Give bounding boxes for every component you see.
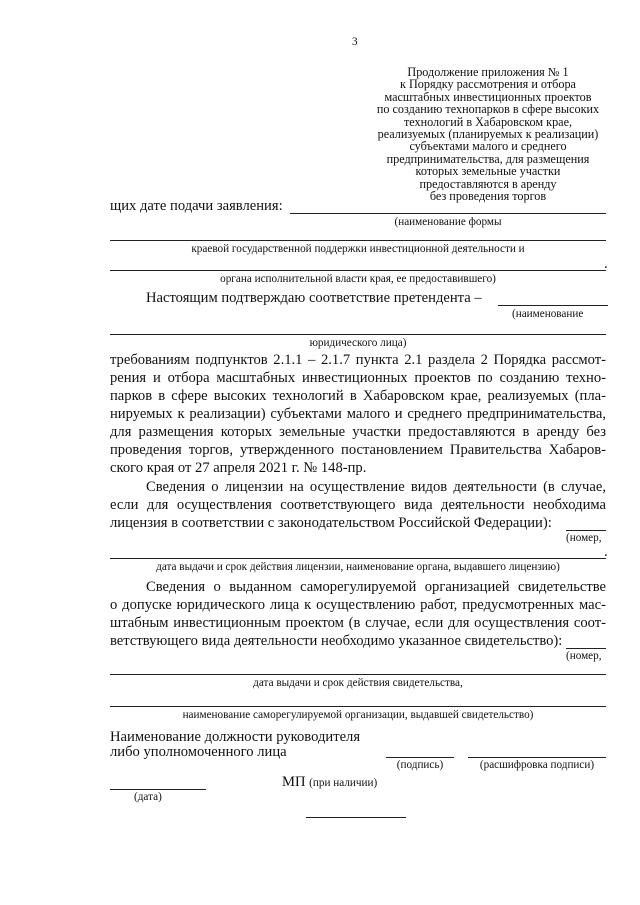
text-line: для размещения которых земельные участки предоставляются в аренду без xyxy=(110,424,606,440)
caption: (наименование xyxy=(512,308,584,320)
caption: органа исполнительной власти края, ее предоставившего) xyxy=(220,273,496,285)
text-line: нируемых к реализации) субъектами малого и среднего предпринимательства, xyxy=(110,406,606,422)
date-line xyxy=(110,789,206,790)
period: . xyxy=(604,544,608,560)
header-line: субъектами малого и среднего xyxy=(409,139,567,154)
caption: (дата) xyxy=(134,791,162,803)
header-line: Продолжение приложения № 1 xyxy=(407,65,569,79)
caption: (наименование формы xyxy=(394,216,502,228)
end-line xyxy=(306,817,406,818)
caption: дата выдачи и срок действия лицензии, наименование органа, выдавшего лицензию) xyxy=(156,561,560,573)
blank-line xyxy=(110,706,606,707)
header-line: к Порядку рассмотрения и отбора xyxy=(400,77,576,92)
header-line: масштабных инвестиционных проектов xyxy=(384,89,592,104)
blank-line xyxy=(566,648,606,649)
caption: (подпись) xyxy=(396,759,444,771)
text-line: Настоящим подтверждаю соответствие претендента – xyxy=(146,290,482,306)
signature-line xyxy=(386,757,454,758)
blank-line xyxy=(290,213,606,214)
stamp-label xyxy=(282,774,377,791)
period: . xyxy=(604,256,608,272)
blank-line xyxy=(110,240,606,241)
caption: (номер, xyxy=(566,650,602,662)
signature-title: Наименование должности руководителя xyxy=(110,729,361,745)
page-number: 3 xyxy=(352,36,358,48)
header-line: без проведения торгов xyxy=(429,189,547,204)
caption: дата выдачи и срок действия свидетельства, xyxy=(253,677,463,689)
appendix-header xyxy=(366,66,610,202)
text-line: если для осуществления соответствующего вида деятельности необходима xyxy=(110,497,606,513)
blank-line xyxy=(110,674,606,675)
header-line: предоставляются в аренду xyxy=(419,176,557,191)
text-line: Сведения о выданном саморегулируемой организацией свидетельстве xyxy=(146,579,606,595)
blank-line xyxy=(566,530,606,531)
caption: наименование саморегулируемой организации, выдавшей свидетельство) xyxy=(182,709,534,721)
signature-title: либо уполномоченного лица xyxy=(110,744,287,760)
caption: краевой государственной поддержки инвестиционной деятельности и xyxy=(191,243,525,255)
text-line: проведения торгов, утвержденного постановлением Правительства Хабаров- xyxy=(110,442,606,458)
blank-line xyxy=(110,270,606,271)
stamp-note: (при наличии) xyxy=(309,777,378,789)
text-line: парков в сфере высоких технологий в Хабаровском крае, реализуемых (пла- xyxy=(110,388,606,404)
text-line: щих дате подачи заявления: xyxy=(110,198,283,214)
text-line: ветствующего вида деятельности необходимо указанное свидетельство): xyxy=(110,633,563,649)
text-line: лицензия в соответствии с законодательством Российской Федерации): xyxy=(110,515,552,531)
header-line: технологий в Хабаровском крае, xyxy=(403,114,573,129)
caption: (номер, xyxy=(566,532,602,544)
signature-line xyxy=(468,757,606,758)
blank-line xyxy=(498,305,608,306)
text-line: рения и отбора масштабных инвестиционных проектов по созданию техно- xyxy=(110,370,606,386)
header-line: реализуемых (планируемых к реализации) xyxy=(377,127,599,142)
blank-line xyxy=(110,558,606,559)
header-line: по созданию технопарков в сфере высоких xyxy=(376,102,600,117)
text-line: штабным инвестиционным проектом (в случае, если для осуществления соот- xyxy=(110,615,606,631)
text-line: Сведения о лицензии на осуществление видов деятельности (в случае, xyxy=(146,479,606,495)
text-line: о допуске юридического лица к осуществлению работ, предусмотренных мас- xyxy=(110,597,606,613)
stamp-text: МП xyxy=(282,774,306,790)
header-line: которых земельные участки xyxy=(415,164,561,179)
text-line: ского края от 27 апреля 2021 г. № 148-пр. xyxy=(110,460,367,476)
blank-line xyxy=(110,334,606,335)
caption: (расшифровка подписи) xyxy=(479,759,595,771)
text-line: требованиям подпунктов 2.1.1 – 2.1.7 пункта 2.1 раздела 2 Порядка рассмот- xyxy=(110,352,606,368)
caption: юридического лица) xyxy=(309,337,407,349)
header-line: предпринимательства, для размещения xyxy=(386,151,590,166)
